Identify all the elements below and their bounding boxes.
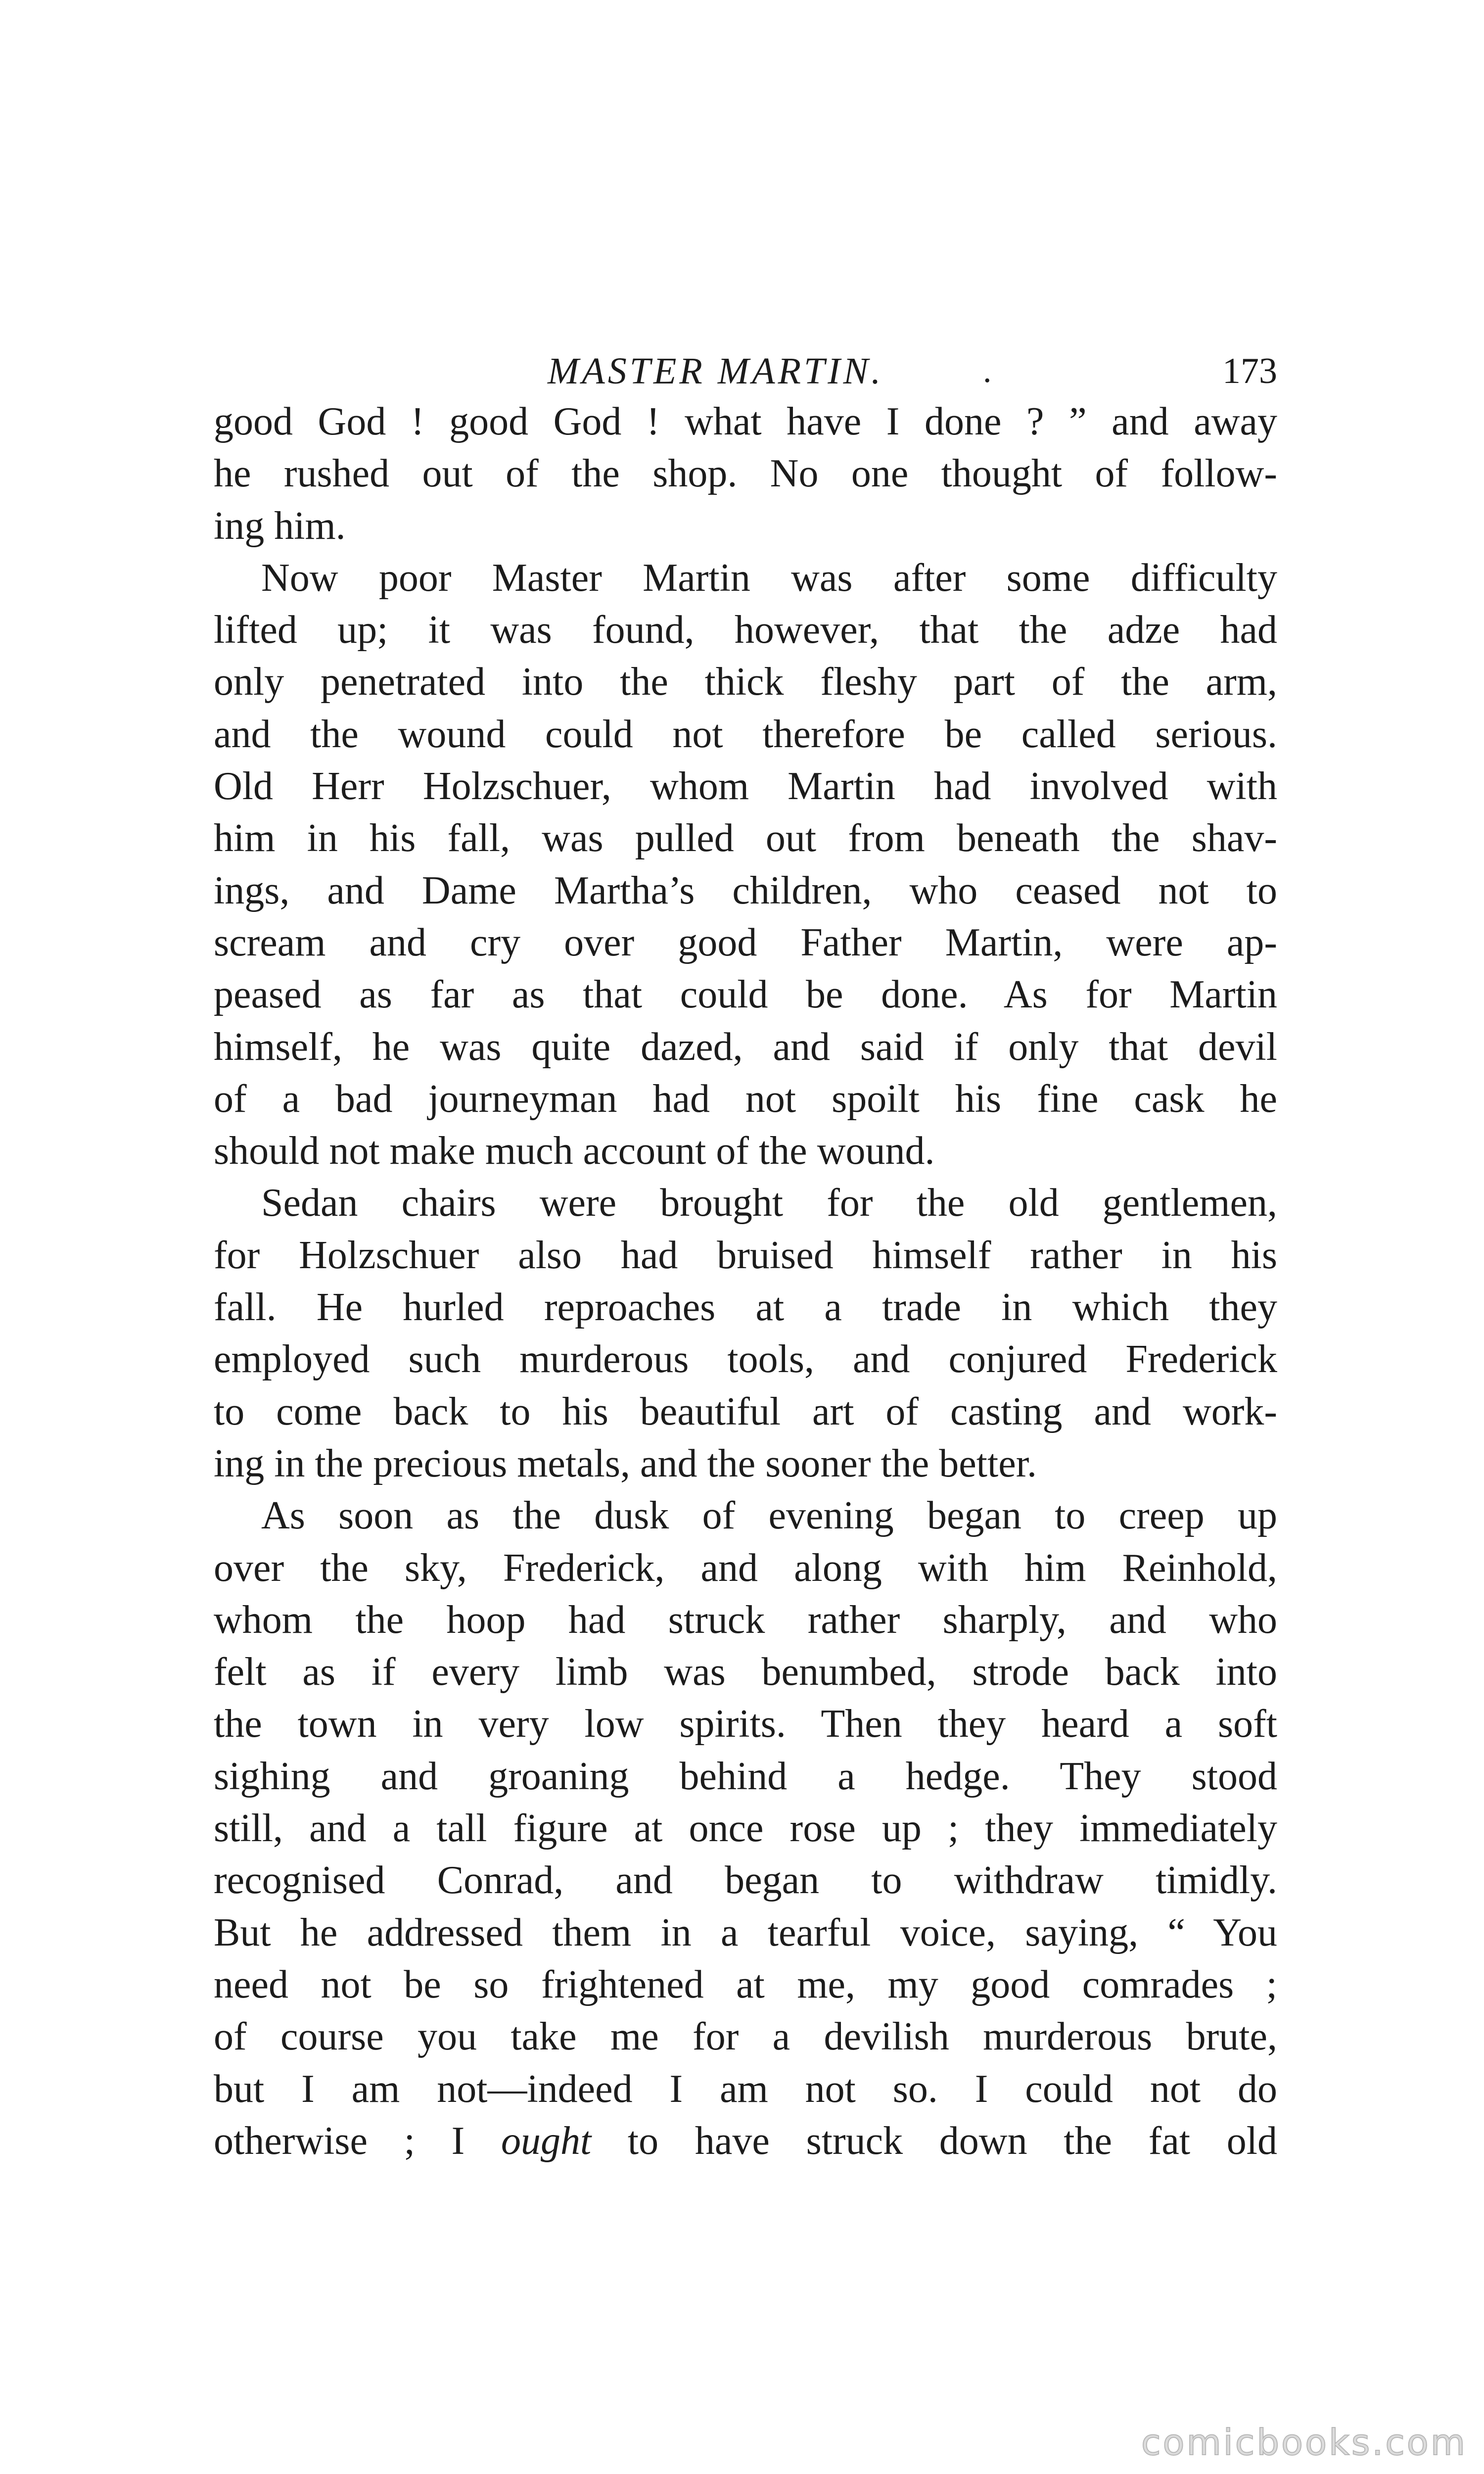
text-line: Sedan chairs were brought for the old gentlemen,: [261, 1181, 1277, 1225]
text-line: still, and a tall figure at once rose up ; they immediately: [214, 1807, 1277, 1851]
text-run: otherwise ; I: [214, 2119, 501, 2163]
text-line: As soon as the dusk of evening began to creep up: [261, 1494, 1277, 1538]
text-line: should not make much account of the wound.: [214, 1129, 935, 1173]
text-line: need not be so frightened at me, my good comrades ;: [214, 1962, 1277, 2006]
text-line: ing him.: [214, 504, 346, 548]
text-line: fall. He hurled reproaches at a trade in which they: [214, 1285, 1277, 1330]
text-line: good God ! good God ! what have I done ? ” and away: [214, 400, 1277, 443]
text-run: to have struck down the fat old: [591, 2119, 1277, 2163]
text-line: whom the hoop had struck rather sharply, and who: [214, 1598, 1277, 1642]
text-line: of course you take me for a devilish murderous brute,: [214, 2015, 1277, 2059]
text-line: but I am not—indeed I am not so. I could not do: [214, 2067, 1277, 2111]
text-line: only penetrated into the thick fleshy part of the arm,: [214, 660, 1277, 704]
text-line: the town in very low spirits. Then they heard a soft: [214, 1702, 1277, 1746]
running-header: [214, 341, 1277, 401]
text-line: sighing and groaning behind a hedge. They stood: [214, 1754, 1277, 1798]
text-line: Old Herr Holzschuer, whom Martin had involved with: [214, 764, 1277, 809]
page-number: 173: [1222, 351, 1277, 391]
text-line: lifted up; it was found, however, that the adze had: [214, 608, 1277, 652]
text-line: employed such murderous tools, and conjured Frederick: [214, 1337, 1277, 1381]
text-line: peased as far as that could be done. As for Martin: [214, 973, 1277, 1017]
text-line-last: [214, 2115, 1277, 2167]
text-line: to come back to his beautiful art of casting and work-: [214, 1389, 1277, 1433]
text-line: ing in the precious metals, and the sooner the better.: [214, 1441, 1037, 1485]
page-body-text: [214, 396, 1277, 2167]
watermark-logo: comicbooks.com: [1141, 2422, 1467, 2463]
text-line: himself, he was quite dazed, and said if only that devil: [214, 1025, 1277, 1069]
text-line: of a bad journeyman had not spoilt his fine cask he: [214, 1077, 1277, 1121]
text-line: and the wound could not therefore be called serious.: [214, 712, 1277, 756]
text-line: for Holzschuer also had bruised himself rather in his: [214, 1233, 1277, 1277]
header-separator-dot: .: [983, 352, 992, 390]
text-line: scream and cry over good Father Martin, were ap-: [214, 920, 1277, 964]
text-line: recognised Conrad, and began to withdraw timidly.: [214, 1858, 1277, 1903]
text-line: ings, and Dame Martha’s children, who ceased not to: [214, 868, 1277, 912]
running-title: MASTER MARTIN.: [548, 350, 884, 392]
text-line: him in his fall, was pulled out from beneath the shav-: [214, 816, 1277, 860]
text-line: But he addressed them in a tearful voice, saying, “ You: [214, 1910, 1277, 1954]
text-line: Now poor Master Martin was after some difficulty: [261, 556, 1277, 600]
italic-emphasis: ought: [501, 2119, 592, 2163]
text-line: he rushed out of the shop. No one thought of follow-: [214, 452, 1277, 496]
text-line: over the sky, Frederick, and along with him Reinhold,: [214, 1546, 1277, 1590]
text-line: felt as if every limb was benumbed, strode back into: [214, 1650, 1277, 1694]
